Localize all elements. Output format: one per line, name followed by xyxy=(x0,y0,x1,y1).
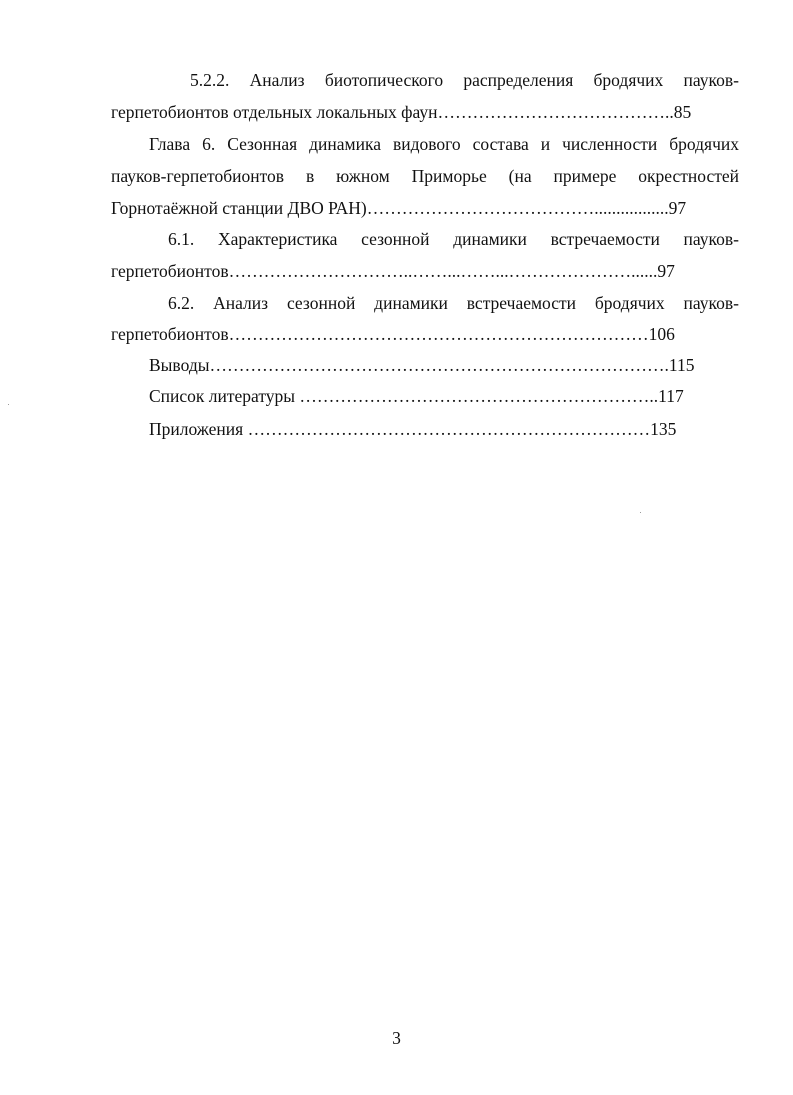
toc-entry-6-1-line-2: герпетобионтов…………………………..……...……...…………………......97 xyxy=(111,261,675,281)
toc-entry-6-1-line-1: 6.1. Характеристика сезонной динамики встречаемости пауков- xyxy=(168,229,739,249)
toc-entry-chapter-6-line-2: пауков-герпетобионтов в южном Приморье (на примере окрестностей xyxy=(111,166,739,186)
toc-entry-appendices: Приложения ……………………………………………………………135 xyxy=(149,419,677,439)
toc-entry-conclusions: Выводы…………………………………………………………………….115 xyxy=(149,355,695,375)
toc-entry-5-2-2-line-2: герпетобионтов отдельных локальных фаун…………………………………..85 xyxy=(111,102,692,122)
toc-entry-5-2-2-line-1: 5.2.2. Анализ биотопического распределения бродячих пауков- xyxy=(190,70,739,90)
page-number: 3 xyxy=(392,1028,401,1048)
toc-entry-chapter-6-line-1: Глава 6. Сезонная динамика видового состава и численности бродячих xyxy=(149,134,739,154)
toc-entry-6-2-line-1: 6.2. Анализ сезонной динамики встречаемости бродячих пауков- xyxy=(168,293,739,313)
scan-speck xyxy=(8,404,9,405)
toc-entry-6-2-line-2: герпетобионтов………………………………………………………………106 xyxy=(111,324,675,344)
scan-speck xyxy=(640,512,641,513)
toc-entry-references: Список литературы ……………………………………………………..117 xyxy=(149,386,684,406)
toc-entry-chapter-6-line-3: Горнотаёжной станции ДВО РАН)………………………………….................97 xyxy=(111,198,687,218)
